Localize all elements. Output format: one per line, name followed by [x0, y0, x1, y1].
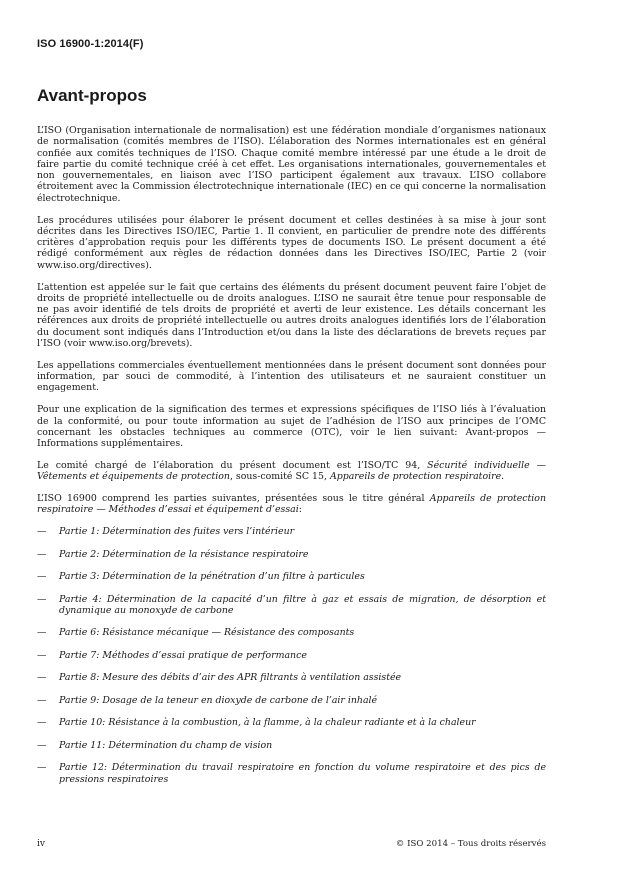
parts-general-title: Appareils de protection respiratoire — Méthodes d’essai et équipement d’essai — [37, 493, 546, 516]
list-item — [37, 717, 546, 728]
list-dash: — — [37, 571, 47, 583]
page-number: iv — [37, 839, 45, 849]
list-item-text: Partie 7: Méthodes d’essai pratique de performance — [59, 649, 307, 661]
committee-sc-title: Appareils de protection respiratoire — [329, 471, 502, 483]
list-item — [37, 695, 546, 706]
committee-prefix: Le comité chargé de l’élaboration du présent document est l’ISO/TC 94, — [37, 459, 428, 471]
list-item-text: Partie 10: Résistance à la combustion, à la flamme, à la chaleur radiante et à la chaleur — [59, 717, 476, 729]
list-item-text: Partie 3: Détermination de la pénétration d’un filtre à particules — [59, 571, 365, 583]
paragraph-iso-intro: L’ISO (Organisation internationale de normalisation) est une fédération mondiale d’organismes nationaux de normalisation (comités membres de l’ISO). L’élaboration des Normes internationales est en général confiée aux comités techniques de l’ISO. Chaque comité membre intéressé par une étude a le droit de faire partie du comité technique créé à cet effet. Les organisations internationales, gouvernementales et non gouvernementales, en liaison avec l’ISO participent également aux travaux. L’ISO collabore étroitement avec la Commission électrotechnique internationale (IEC) en ce qui concerne la normalisation électrotechnique. — [37, 125, 546, 204]
list-item — [37, 762, 546, 785]
list-item-text: Partie 9: Dosage de la teneur en dioxyde de carbone de l’air inhalé — [59, 694, 378, 706]
list-dash: — — [37, 627, 47, 639]
document-body — [37, 125, 546, 796]
list-dash: — — [37, 672, 47, 684]
list-dash: — — [37, 739, 47, 751]
list-dash: — — [37, 593, 47, 605]
paragraph-committee — [37, 460, 546, 483]
list-item — [37, 571, 546, 582]
list-item — [37, 526, 546, 537]
document-id: ISO 16900-1:2014(F) — [37, 38, 144, 50]
parts-intro-prefix: L’ISO 16900 comprend les parties suivantes, présentées sous le titre général — [37, 493, 430, 505]
list-item — [37, 627, 546, 638]
list-dash: — — [37, 526, 47, 538]
list-item — [37, 672, 546, 683]
committee-suffix: . — [501, 471, 505, 483]
paragraph-patents: L’attention est appelée sur le fait que certains des éléments du présent document peuvent faire l’objet de droits de propriété intellectuelle ou de droits analogues. L’ISO ne saurait être tenue pour responsable de ne pas avoir identifié de tels droits de propriété et averti de leur existence. Les détails concernant les références aux droits de propriété intellectuelle ou autres droits analogues identifiés lors de l’élaboration du document sont indiqués dans l’Introduction et/ou dans la liste des déclarations de brevets reçues par l’ISO (voir www.iso.org/brevets). — [37, 281, 546, 350]
list-item-text: Partie 4: Détermination de la capacité d’un filtre à gaz et essais de migration, de désorption et dynamique au monoxyde de carbone — [59, 593, 546, 616]
list-dash: — — [37, 717, 47, 729]
committee-middle: , sous-comité SC 15, — [229, 471, 330, 483]
parts-list — [37, 526, 546, 785]
list-dash: — — [37, 548, 47, 560]
list-item-text: Partie 11: Détermination du champ de vision — [59, 739, 273, 751]
paragraph-procedures: Les procédures utilisées pour élaborer le présent document et celles destinées à sa mise à jour sont décrites dans les Directives ISO/IEC, Partie 1. Il convient, en particulier de prendre note des différents critères d’approbation requis pour les différents types de documents ISO. Le présent document a été rédigé conformément aux règles de rédaction données dans les Directives ISO/IEC, Partie 2 (voir www.iso.org/directives). — [37, 214, 546, 271]
list-item-text: Partie 1: Détermination des fuites vers l’intérieur — [59, 526, 295, 538]
list-item — [37, 740, 546, 751]
list-item — [37, 549, 546, 560]
list-item-text: Partie 2: Détermination de la résistance respiratoire — [59, 548, 309, 560]
list-item — [37, 650, 546, 661]
parts-intro-suffix: : — [298, 504, 302, 516]
list-item-text: Partie 8: Mesure des débits d’air des APR filtrants à ventilation assistée — [59, 672, 402, 684]
committee-tc-title: Sécurité individuelle — Vêtements et équipements de protection — [37, 459, 546, 483]
list-item-text: Partie 6: Résistance mécanique — Résistance des composants — [59, 627, 355, 639]
paragraph-parts-intro — [37, 493, 546, 516]
list-item-text: Partie 12: Détermination du travail respiratoire en fonction du volume respiratoire et des pics de pressions respiratoires — [59, 762, 546, 785]
list-item — [37, 594, 546, 617]
page-title: Avant-propos — [37, 86, 147, 105]
paragraph-trade-names: Les appellations commerciales éventuellement mentionnées dans le présent document sont données pour information, par souci de commodité, à l’intention des utilisateurs et ne sauraient constituer un engagement. — [37, 359, 546, 394]
list-dash: — — [37, 694, 47, 706]
list-dash: — — [37, 649, 47, 661]
copyright-notice: © ISO 2014 – Tous droits réservés — [395, 839, 546, 849]
paragraph-conformity: Pour une explication de la signification des termes et expressions spécifiques de l’ISO liés à l’évaluation de la conformité, ou pour toute information au sujet de l’adhésion de l’ISO aux principes de l’OMC concernant les obstacles techniques au commerce (OTC), voir le lien suivant: Avant-propos — Informations supplémentaires. — [37, 404, 546, 450]
list-dash: — — [37, 762, 47, 774]
